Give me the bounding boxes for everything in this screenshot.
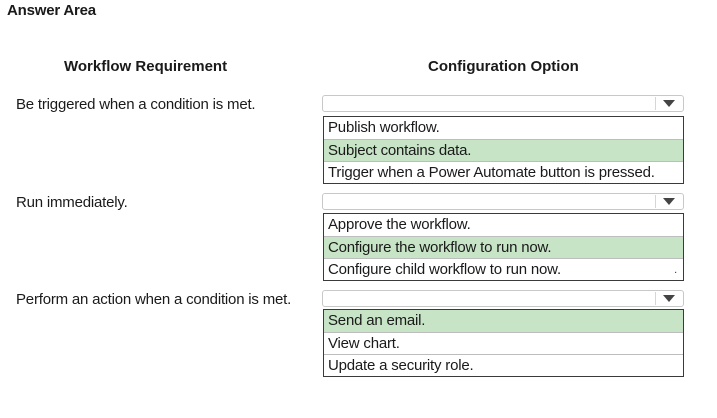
option-1-1[interactable]: Publish workflow. <box>328 119 440 136</box>
option-list-2 <box>323 213 684 281</box>
configuration-dropdown-2[interactable] <box>322 193 684 210</box>
chevron-down-icon[interactable] <box>655 195 682 208</box>
answer-area-title: Answer Area <box>7 2 96 19</box>
option-2-2-selected[interactable]: Configure the workflow to run now. <box>324 236 683 258</box>
chevron-down-icon[interactable] <box>655 292 682 305</box>
option-1-3[interactable]: Trigger when a Power Automate button is pressed. <box>324 161 683 183</box>
option-2-3[interactable] <box>324 258 683 280</box>
option-list-1 <box>323 116 684 184</box>
workflow-requirement-header: Workflow Requirement <box>64 58 228 75</box>
configuration-option-header: Configuration Option <box>428 58 579 75</box>
option-3-1-selected[interactable]: Send an email. <box>324 310 683 332</box>
requirement-label-1: Be triggered when a condition is met. <box>16 96 256 113</box>
configuration-dropdown-3[interactable] <box>322 290 684 307</box>
requirement-label-2: Run immediately. <box>16 194 128 211</box>
option-2-3-label: Configure child workflow to run now. <box>328 261 561 278</box>
requirement-label-3: Perform an action when a condition is met. <box>16 291 292 308</box>
option-3-2[interactable]: View chart. <box>324 332 683 354</box>
stray-mark: . <box>674 264 677 276</box>
option-3-3[interactable]: Update a security role. <box>324 354 683 376</box>
configuration-dropdown-1[interactable] <box>322 95 684 112</box>
option-1-2-selected[interactable]: Subject contains data. <box>324 139 683 161</box>
option-2-1[interactable]: Approve the workflow. <box>328 216 471 233</box>
option-list-3 <box>323 309 684 377</box>
chevron-down-icon[interactable] <box>655 97 682 110</box>
